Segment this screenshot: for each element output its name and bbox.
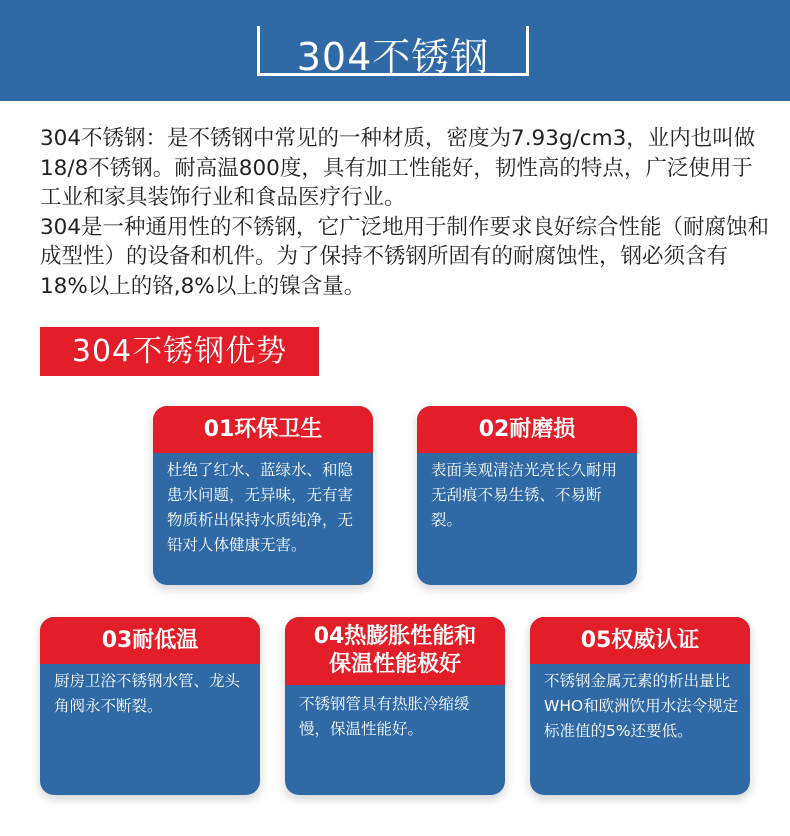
advantage-card-5 [530,617,750,795]
advantage-card-4 [285,617,505,795]
advantage-card-text: 厨房卫浴不锈钢水管、龙头角阀永不断裂。 [54,672,241,715]
header-title-frame [257,26,529,79]
page-title: 304不锈钢 [296,35,490,79]
advantage-card-1 [153,406,373,585]
advantage-card-3 [40,617,260,795]
advantage-card-text: 杜绝了红水、蓝绿水、和隐患水问题，无异味，无有害物质析出保持水质纯净，无铅对人体健康无害。 [167,461,354,554]
advantages-title: 304不锈钢优势 [40,327,319,376]
advantage-card-text: 表面美观清洁光亮长久耐用无刮痕不易生锈、不易断裂。 [431,461,618,529]
advantage-card-2 [417,406,637,585]
advantage-card-title: 03耐低温 [40,617,260,664]
advantage-card-title: 01环保卫生 [153,406,373,453]
advantage-card-title: 04热膨胀性能和保温性能极好 [285,617,505,685]
advantage-card-text: 不锈钢管具有热胀冷缩缓慢，保温性能好。 [299,695,470,738]
advantage-card-text: 不锈钢金属元素的析出量比WHO和欧洲饮用水法令规定标准值的5%还要低。 [544,672,739,740]
header-banner [0,0,790,101]
intro-text [40,124,770,301]
advantage-card-title: 05权威认证 [530,617,750,664]
advantage-card-title: 02耐磨损 [417,406,637,453]
intro-paragraph-2: 304是一种通用性的不锈钢，它广泛地用于制作要求良好综合性能（耐腐蚀和成型性）的设备和机件。为了保持不锈钢所固有的耐腐蚀性，钢必须含有18%以上的铬,8%以上的镍含量。 [40,214,770,299]
intro-paragraph-1: 304不锈钢：是不锈钢中常见的一种材质，密度为7.93g/cm3，业内也叫做18/8不锈钢。耐高温800度，具有加工性能好，韧性高的特点，广泛使用于工业和家具装饰行业和食品医疗行业。 [40,126,756,210]
